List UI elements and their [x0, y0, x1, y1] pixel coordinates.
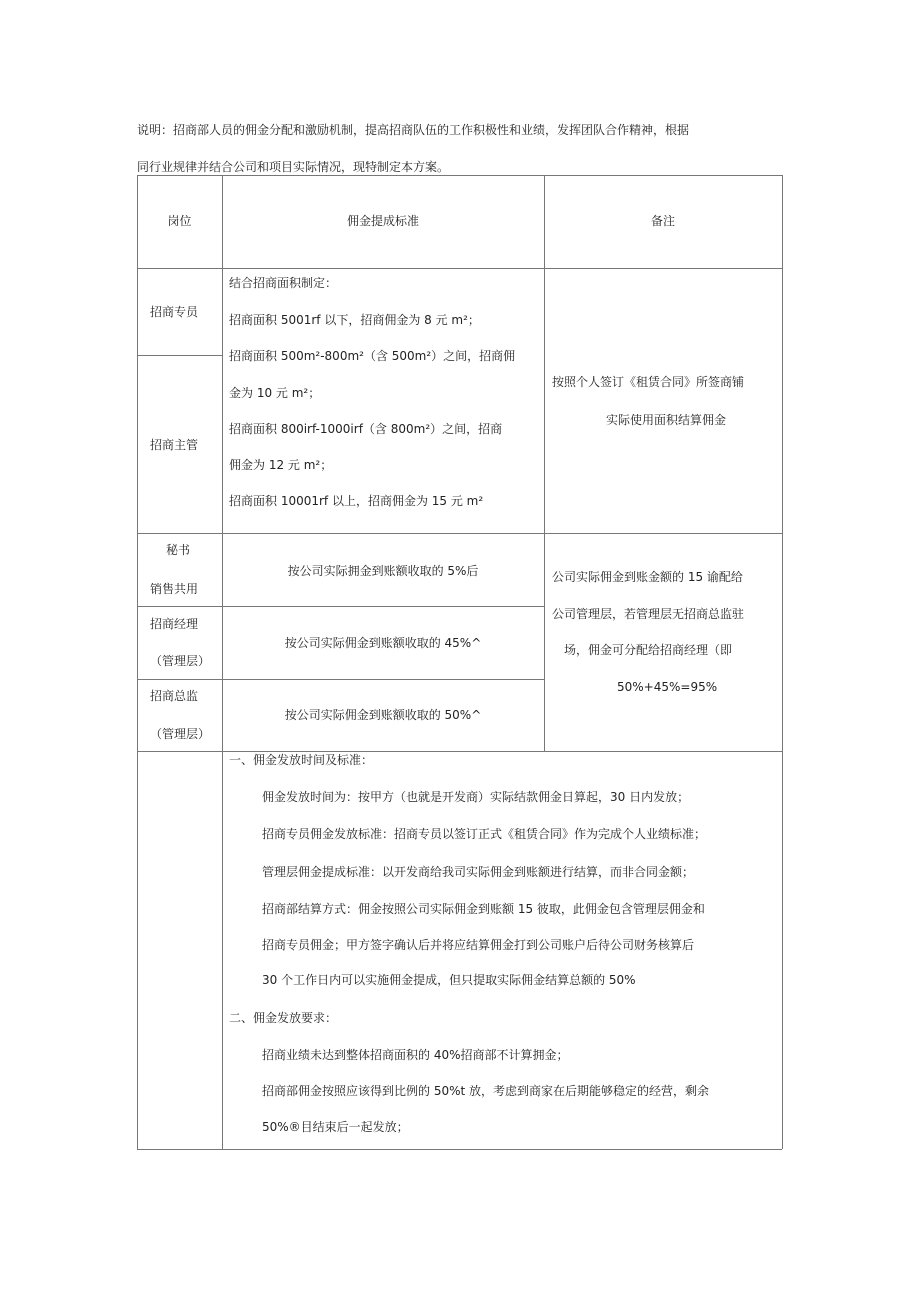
remark-line: 按照个人签订《租赁合同》所签商铺	[552, 375, 745, 389]
rule-line: 佣金发放时间为：按甲方（也就是开发商）实际结款佣金日算起，30 日内发放；	[262, 790, 690, 804]
standard-line: 金为 10 元 m²；	[229, 386, 321, 400]
standard-line: 招商面积 800irf-1000irf（含 800m²）之间，招商	[229, 422, 503, 436]
divider	[137, 679, 544, 680]
remark-line: 公司实际佣金到账金额的 15 谕配给	[552, 570, 743, 584]
divider	[137, 606, 544, 607]
rule-line: 招商专员佣金发放标准：招商专员以签订正式《租赁合同》作为完成个人业绩标准；	[262, 827, 707, 841]
position-label: 招商主管	[150, 438, 199, 452]
standard-line: 招商面积 500m²-800m²（含 500m²）之间，招商佣	[229, 349, 516, 363]
divider	[137, 175, 782, 176]
intro-line: 说明：招商部人员的佣金分配和激励机制，提高招商队伍的工作积极性和业绩，发挥团队合作精神，根据	[137, 123, 690, 137]
header-remark: 备注	[650, 214, 675, 228]
rule-line: 招商部结算方式：佣金按照公司实际佣金到账额 15 彼取，此佣金包含管理层佣金和	[262, 902, 705, 916]
divider	[137, 533, 782, 534]
rule-line: 50%®目结束后一起发放；	[262, 1120, 409, 1134]
rule-line: 招商部佣金按照应该得到比例的 50%t 放，考虑到商家在后期能够稳定的经营，剩余	[262, 1084, 710, 1098]
standard-line: 招商面积 10001rf 以上，招商佣金为 15 元 m²	[229, 494, 484, 508]
divider	[137, 355, 222, 356]
position-label: 招商经理	[150, 617, 199, 631]
standard-line: 招商面积 5001rf 以下，招商佣金为 8 元 m²；	[229, 313, 480, 327]
divider	[782, 175, 783, 1149]
divider	[137, 1149, 782, 1150]
position-label: 销售共用	[150, 582, 199, 596]
header-standard: 佣金提成标准	[346, 214, 419, 228]
remark-line: 公司管理层，若管理层无招商总监驻	[552, 607, 745, 621]
standard-line: 按公司实际拥金到账额收取的 5%后	[287, 564, 479, 578]
position-label: （管理层）	[150, 654, 211, 668]
divider	[222, 175, 223, 1149]
divider	[137, 175, 138, 1149]
section-heading: 二、佣金发放要求：	[229, 1011, 338, 1025]
rule-line: 招商专员佣金；甲方签字确认后并将应结算佣金打到公司账户后待公司财务核算后	[262, 938, 695, 952]
remark-line: 场，佣金可分配给招商经理（即	[564, 643, 733, 657]
position-label: 招商总监	[150, 689, 199, 703]
rule-line: 30 个工作日内可以实施佣金提成，但只提取实际佣金结算总额的 50%	[262, 973, 636, 987]
rule-line: 管理层佣金提成标准：以开发商给我司实际佣金到账额进行结算，而非合同金额；	[262, 865, 695, 879]
standard-line: 佣金为 12 元 m²；	[229, 458, 333, 472]
remark-line: 实际使用面积结算佣金	[606, 413, 727, 427]
rule-line: 招商业绩未达到整体招商面积的 40%招商部不计算拥金；	[262, 1048, 569, 1062]
intro-line: 同行业规律并结合公司和项目实际情况，现特制定本方案。	[137, 160, 450, 174]
position-label: 秘书	[166, 543, 191, 557]
position-label: 招商专员	[150, 305, 199, 319]
section-heading: 一、佣金发放时间及标准：	[229, 753, 374, 767]
standard-line: 按公司实际佣金到账额收取的 50%^	[284, 708, 482, 722]
standard-line: 按公司实际佣金到账额收取的 45%^	[284, 636, 482, 650]
position-label: （管理层）	[150, 727, 211, 741]
standard-line: 结合招商面积制定：	[229, 276, 338, 290]
remark-line: 50%+45%=95%	[617, 680, 718, 694]
divider	[137, 268, 782, 269]
header-position: 岗位	[167, 214, 192, 228]
divider	[544, 175, 545, 751]
